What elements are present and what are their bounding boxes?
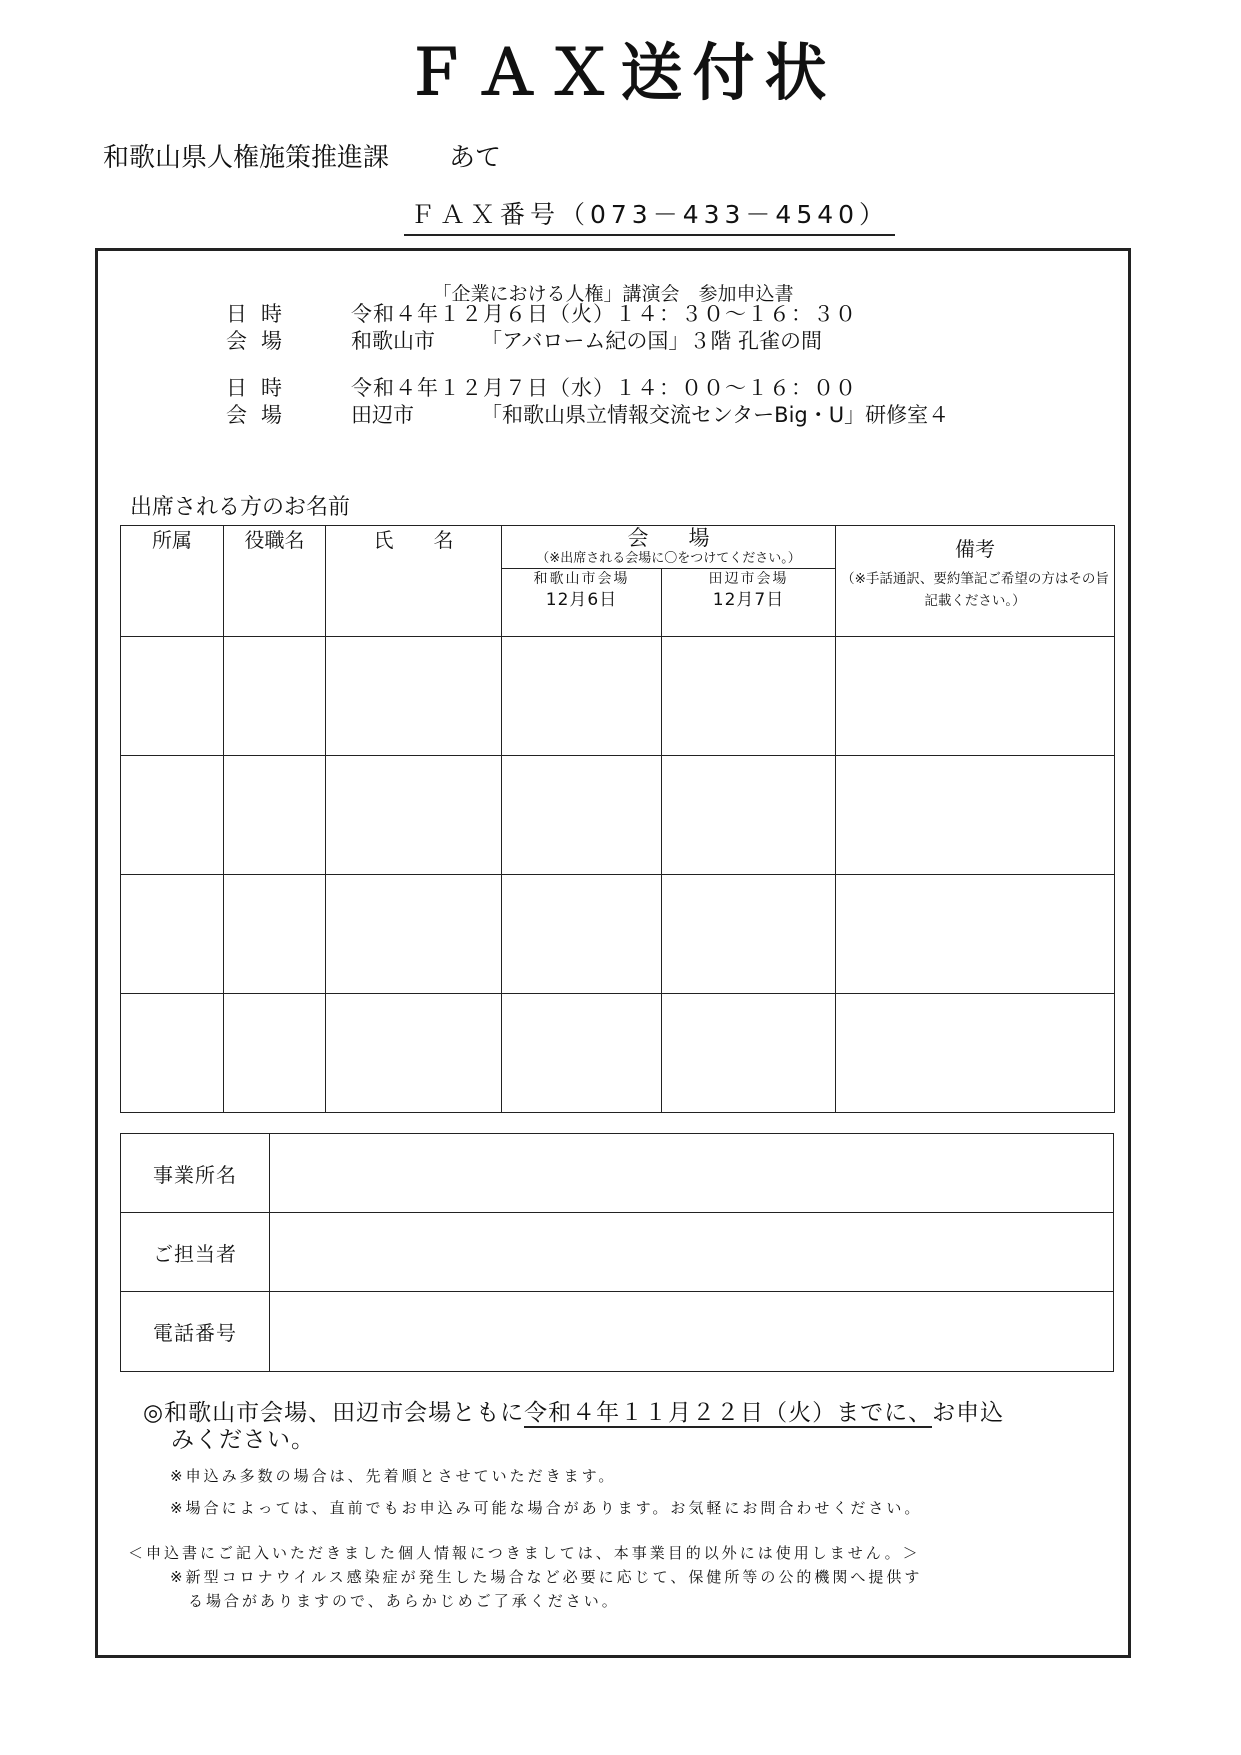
remarks-cell[interactable]: [836, 875, 1115, 994]
header-affiliation: 所属: [121, 526, 224, 637]
header-venue: 会場 （※出席される会場に〇をつけてください。）: [502, 526, 836, 569]
remarks-cell[interactable]: [836, 994, 1115, 1113]
header-position: 役職名: [224, 526, 326, 637]
addressee-suffix: あて: [449, 143, 502, 173]
tanabe-venue-cell[interactable]: [662, 637, 836, 756]
note-first-come: ※申込み多数の場合は、先着順とさせていただきます。: [170, 1467, 617, 1485]
event-date-label: 日時: [226, 376, 296, 400]
event-venue-value: 「アバローム紀の国」３階 孔雀の間: [481, 329, 822, 353]
header-venue-tanabe: 田辺市会場 12月7日: [662, 569, 836, 637]
affiliation-cell[interactable]: [121, 637, 224, 756]
event-venue-value: 「和歌山県立情報交流センターBig・U」研修室４: [481, 403, 950, 427]
table-row: [121, 756, 1115, 875]
person-label: ご担当者: [121, 1213, 270, 1292]
position-cell[interactable]: [224, 637, 326, 756]
office-field[interactable]: [270, 1134, 1114, 1213]
attendees-table: [120, 525, 1115, 1113]
table-row: [121, 637, 1115, 756]
fax-number: ＦＡＸ番号（073－433－4540）: [404, 197, 895, 236]
event-date-value: 令和４年１２月６日（火）１４：３０～１６：３０: [351, 302, 857, 326]
affiliation-cell[interactable]: [121, 756, 224, 875]
header-remarks: 備考 （※手話通訳、要約筆記ご希望の方はその旨記載ください。）: [836, 526, 1115, 637]
addressee-name: 和歌山県人権施策推進課: [103, 143, 390, 173]
office-label: 事業所名: [121, 1134, 270, 1213]
wakayama-venue-cell[interactable]: [502, 994, 662, 1113]
tanabe-venue-cell[interactable]: [662, 875, 836, 994]
privacy-notice: ＜申込書にご記入いただきました個人情報につきましては、本事業目的以外には使用しません。＞ ※新型コロナウイルス感染症が発生した場合など必要に応じて、保健所等の公的機関へ提供す る場合がありますので、あらかじめご了承ください。: [128, 1544, 923, 1610]
affiliation-cell[interactable]: [121, 994, 224, 1113]
note-late-application: ※場合によっては、直前でもお申込み可能な場合があります。お気軽にお問合わせください。: [170, 1499, 923, 1517]
event-wakayama: [226, 301, 857, 355]
name-cell[interactable]: [326, 875, 502, 994]
remarks-cell[interactable]: [836, 637, 1115, 756]
event-date-value: 令和４年１２月７日（水）１４：００～１６：００: [351, 376, 857, 400]
deadline-notice: ◎和歌山市会場、田辺市会場ともに令和４年１１月２２日（火）までに、お申込 みください。: [143, 1400, 1005, 1453]
event-tanabe: [226, 375, 949, 429]
remarks-note: （※手話通訳、要約筆記ご希望の方はその旨記載ください。）: [841, 571, 1109, 609]
addressee: [103, 138, 501, 178]
header-venue-wakayama: 和歌山市会場 12月6日: [502, 569, 662, 637]
position-cell[interactable]: [224, 875, 326, 994]
person-field[interactable]: [270, 1213, 1114, 1292]
table-row: [121, 994, 1115, 1113]
event-date-label: 日時: [226, 302, 296, 326]
application-form-frame: [95, 248, 1131, 1658]
name-cell[interactable]: [326, 637, 502, 756]
wakayama-venue-cell[interactable]: [502, 756, 662, 875]
phone-label: 電話番号: [121, 1292, 270, 1372]
event-venue-label: 会場: [226, 403, 296, 427]
table-row: [121, 875, 1115, 994]
contact-table: [120, 1133, 1114, 1372]
venue-note: （※出席される会場に〇をつけてください。）: [536, 551, 801, 566]
affiliation-cell[interactable]: [121, 875, 224, 994]
event-venue-place: 和歌山市: [351, 329, 435, 353]
position-cell[interactable]: [224, 756, 326, 875]
wakayama-venue-cell[interactable]: [502, 875, 662, 994]
document-title: ＦＡＸ送付状: [404, 36, 837, 109]
form-title: 「企業における人権」講演会 参加申込書: [432, 283, 794, 305]
phone-field[interactable]: [270, 1292, 1114, 1372]
header-name: 氏 名: [326, 526, 502, 637]
tanabe-venue-cell[interactable]: [662, 756, 836, 875]
deadline-date: 令和４年１１月２２日（火）までに、: [524, 1400, 933, 1426]
name-cell[interactable]: [326, 994, 502, 1113]
name-cell[interactable]: [326, 756, 502, 875]
event-venue-place: 田辺市: [351, 403, 414, 427]
attendees-label: 出席される方のお名前: [130, 495, 351, 520]
position-cell[interactable]: [224, 994, 326, 1113]
wakayama-venue-cell[interactable]: [502, 637, 662, 756]
event-venue-label: 会場: [226, 329, 296, 353]
tanabe-venue-cell[interactable]: [662, 994, 836, 1113]
remarks-cell[interactable]: [836, 756, 1115, 875]
